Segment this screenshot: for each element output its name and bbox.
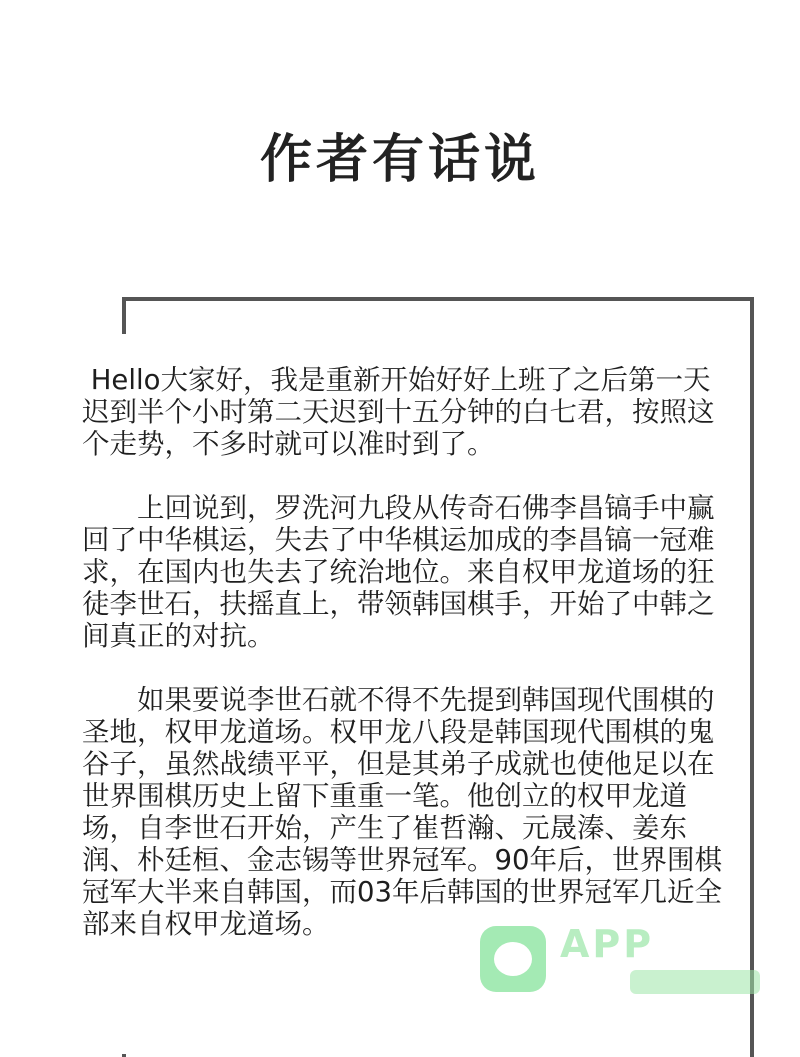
watermark-label: APP (560, 922, 655, 966)
app-watermark (480, 918, 780, 998)
paragraph-greeting: Hello大家好，我是重新开始好好上班了之后第一天迟到半个小时第二天迟到十五分钟的白七君，按照这个走势，不多时就可以准时到了。 (82, 364, 715, 460)
author-note-body (82, 364, 722, 972)
paragraph-recap: 上回说到，罗洗河九段从传奇石佛李昌镐手中赢回了中华棋运，失去了中华棋运加成的李昌镐一冠难求，在国内也失去了统治地位。来自权甲龙道场的狂徒李世石，扶摇直上，带领韩国棋手，开始了中韩之间真正的对抗。 (82, 492, 715, 652)
page-title: 作者有话说 (259, 129, 540, 190)
paragraph-dojo: 如果要说李世石就不得不先提到韩国现代围棋的圣地，权甲龙道场。权甲龙八段是韩国现代围棋的鬼谷子，虽然战绩平平，但是其弟子成就也使他足以在世界围棋历史上留下重重一笔。他创立的权甲龙道场，自李世石开始，产生了崔哲瀚、元晟溱、姜东润、朴廷桓、金志锡等世界冠军。90年后，世界围棋冠军大半来自韩国，而03年后韩国的世界冠军几近全部来自权甲龙道场。 (82, 684, 722, 940)
app-logo-icon (480, 926, 546, 992)
mascot-face-icon (494, 942, 532, 976)
watermark-subtitle-shape (630, 970, 760, 994)
